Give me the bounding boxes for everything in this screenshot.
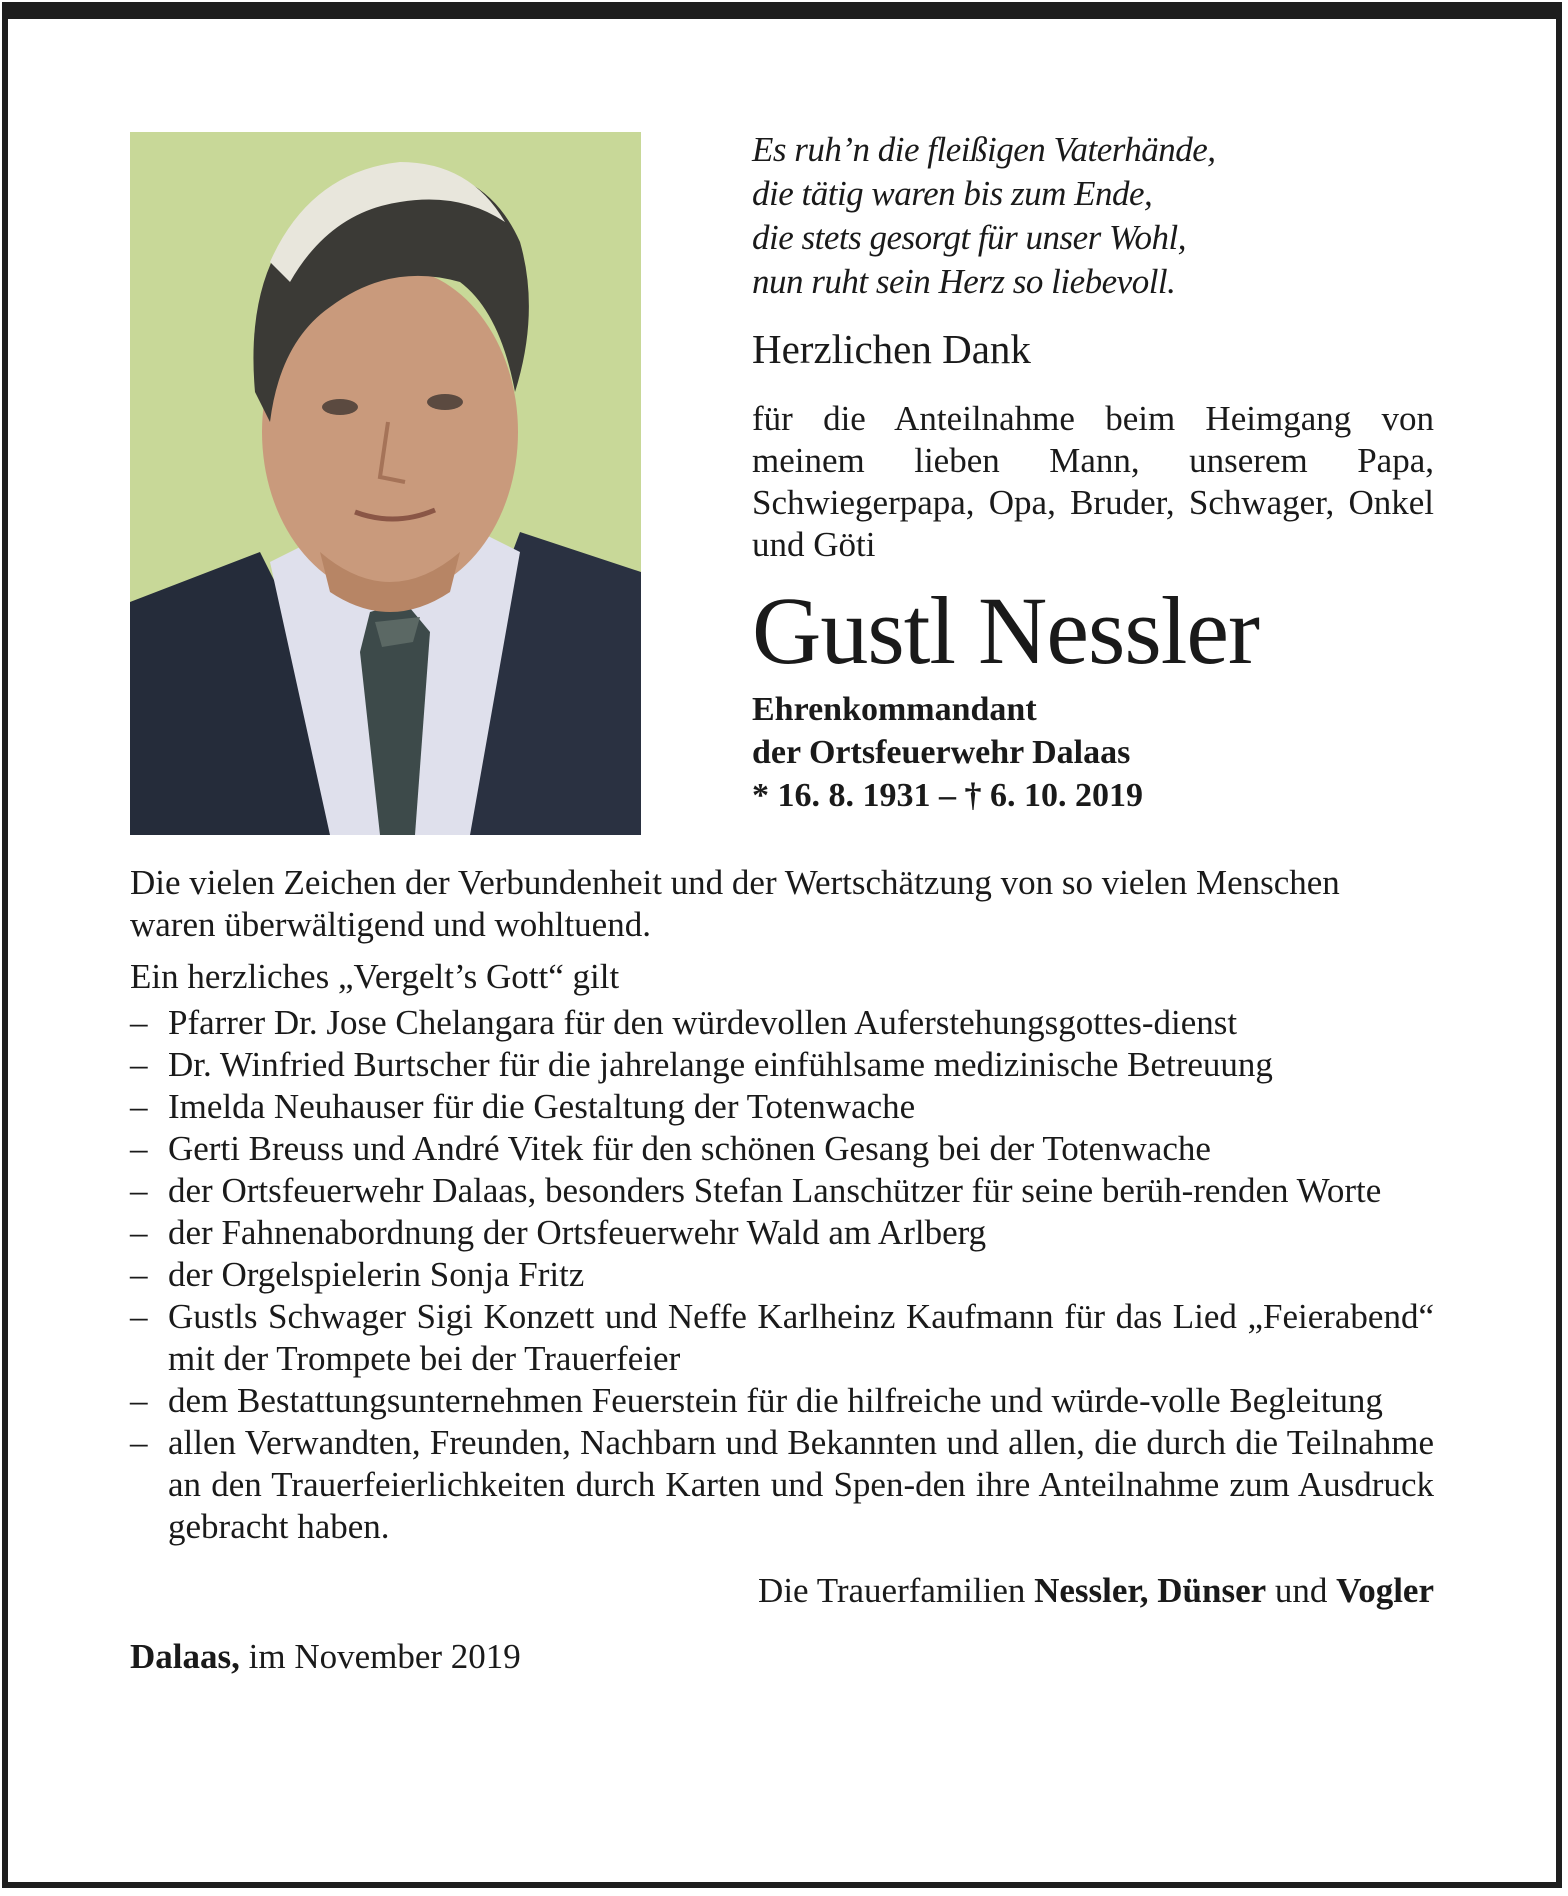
thanks-item-text: Gustls Schwager Sigi Konzett und Neffe Karlheinz Kaufmann für das Lied „Feierabend“ mit der Trompete bei der Trauerfeier (168, 1297, 1434, 1378)
dash-bullet: – (130, 1213, 148, 1252)
thanks-item-text: Gerti Breuss und André Vitek für den schönen Gesang bei der Totenwache (168, 1129, 1211, 1168)
thanks-item (130, 1128, 1434, 1170)
organization: der Ortsfeuerwehr Dalaas (752, 734, 1131, 771)
verse-line: Es ruh’n die fleißigen Vaterhände, (752, 130, 1216, 169)
thanks-item-text: Dr. Winfried Burtscher für die jahrelange einfühlsame medizinische Betreuung (168, 1045, 1273, 1084)
header-column (752, 128, 1434, 817)
thanks-item-text: dem Bestattungsunternehmen Feuerstein für die hilfreiche und würde-volle Begleitung (168, 1381, 1383, 1420)
thanks-item (130, 1212, 1434, 1254)
town: Dalaas, (130, 1637, 240, 1676)
thanks-item-text: der Orgelspielerin Sonja Fritz (168, 1255, 585, 1294)
thanks-item-text: der Fahnenabordnung der Ortsfeuerwehr Wald am Arlberg (168, 1213, 987, 1252)
thanks-item-text: allen Verwandten, Freunden, Nachbarn und Bekannten und allen, die durch die Teilnahme an den Trauerfeierlichkeiten durch Karten und Spen-den ihre Anteilnahme zum Ausdruck gebracht haben. (168, 1423, 1434, 1546)
thanks-item-text: der Ortsfeuerwehr Dalaas, besonders Stefan Lanschützer für seine berüh-renden Worte (168, 1171, 1382, 1210)
thanks-item (130, 1002, 1434, 1044)
thanks-item (130, 1422, 1434, 1548)
intro-text: für die Anteilnahme beim Heimgang von meinem lieben Mann, unserem Papa, Schwiegerpapa, Opa, Bruder, Schwager, Onkel und Göti (752, 399, 1434, 564)
thanks-item-text: Pfarrer Dr. Jose Chelangara für den würdevollen Auferstehungsgottes-dienst (168, 1003, 1238, 1042)
thanks-list (130, 1002, 1434, 1548)
signature-and: und (1266, 1571, 1337, 1610)
dash-bullet: – (130, 1087, 148, 1126)
thanks-item-text: Imelda Neuhauser für die Gestaltung der Totenwache (168, 1087, 916, 1126)
thanks-lead: Ein herzliches „Vergelt’s Gott“ gilt (130, 957, 620, 996)
thanks-item (130, 1170, 1434, 1212)
place-date (130, 1636, 1434, 1678)
family-names: Nessler, Dünser (1034, 1571, 1267, 1610)
signature (130, 1570, 1434, 1612)
verse-line: nun ruht sein Herz so liebevoll. (752, 262, 1176, 301)
deceased-name: Gustl Nessler (752, 577, 1259, 684)
thanks-item (130, 1086, 1434, 1128)
verse-line: die tätig waren bis zum Ende, (752, 174, 1153, 213)
date: im November 2019 (239, 1637, 521, 1676)
thanks-item (130, 1380, 1434, 1422)
dash-bullet: – (130, 1381, 148, 1420)
thanks-item (130, 1254, 1434, 1296)
body-paragraph: Die vielen Zeichen der Verbundenheit und der Wertschätzung von so vielen Menschen waren überwältigend und wohltuend. (130, 863, 1340, 944)
dash-bullet: – (130, 1255, 148, 1294)
dash-bullet: – (130, 1045, 148, 1084)
family-name-vogler: Vogler (1336, 1571, 1434, 1610)
verse (752, 128, 1434, 304)
dash-bullet: – (130, 1003, 148, 1042)
verse-line: die stets gesorgt für unser Wohl, (752, 218, 1186, 257)
dash-bullet: – (130, 1171, 148, 1210)
signature-prefix: Die Trauerfamilien (758, 1571, 1035, 1610)
thanks-item (130, 1044, 1434, 1086)
dash-bullet: – (130, 1129, 148, 1168)
thanks-item (130, 1296, 1434, 1380)
honorary-title: Ehrenkommandant (752, 691, 1037, 728)
thanks-heading: Herzlichen Dank (752, 326, 1031, 372)
life-dates: * 16. 8. 1931 – † 6. 10. 2019 (752, 777, 1143, 814)
dash-bullet: – (130, 1297, 148, 1336)
dash-bullet: – (130, 1423, 148, 1462)
body-text (130, 862, 1434, 1678)
portrait-photo (130, 132, 641, 835)
